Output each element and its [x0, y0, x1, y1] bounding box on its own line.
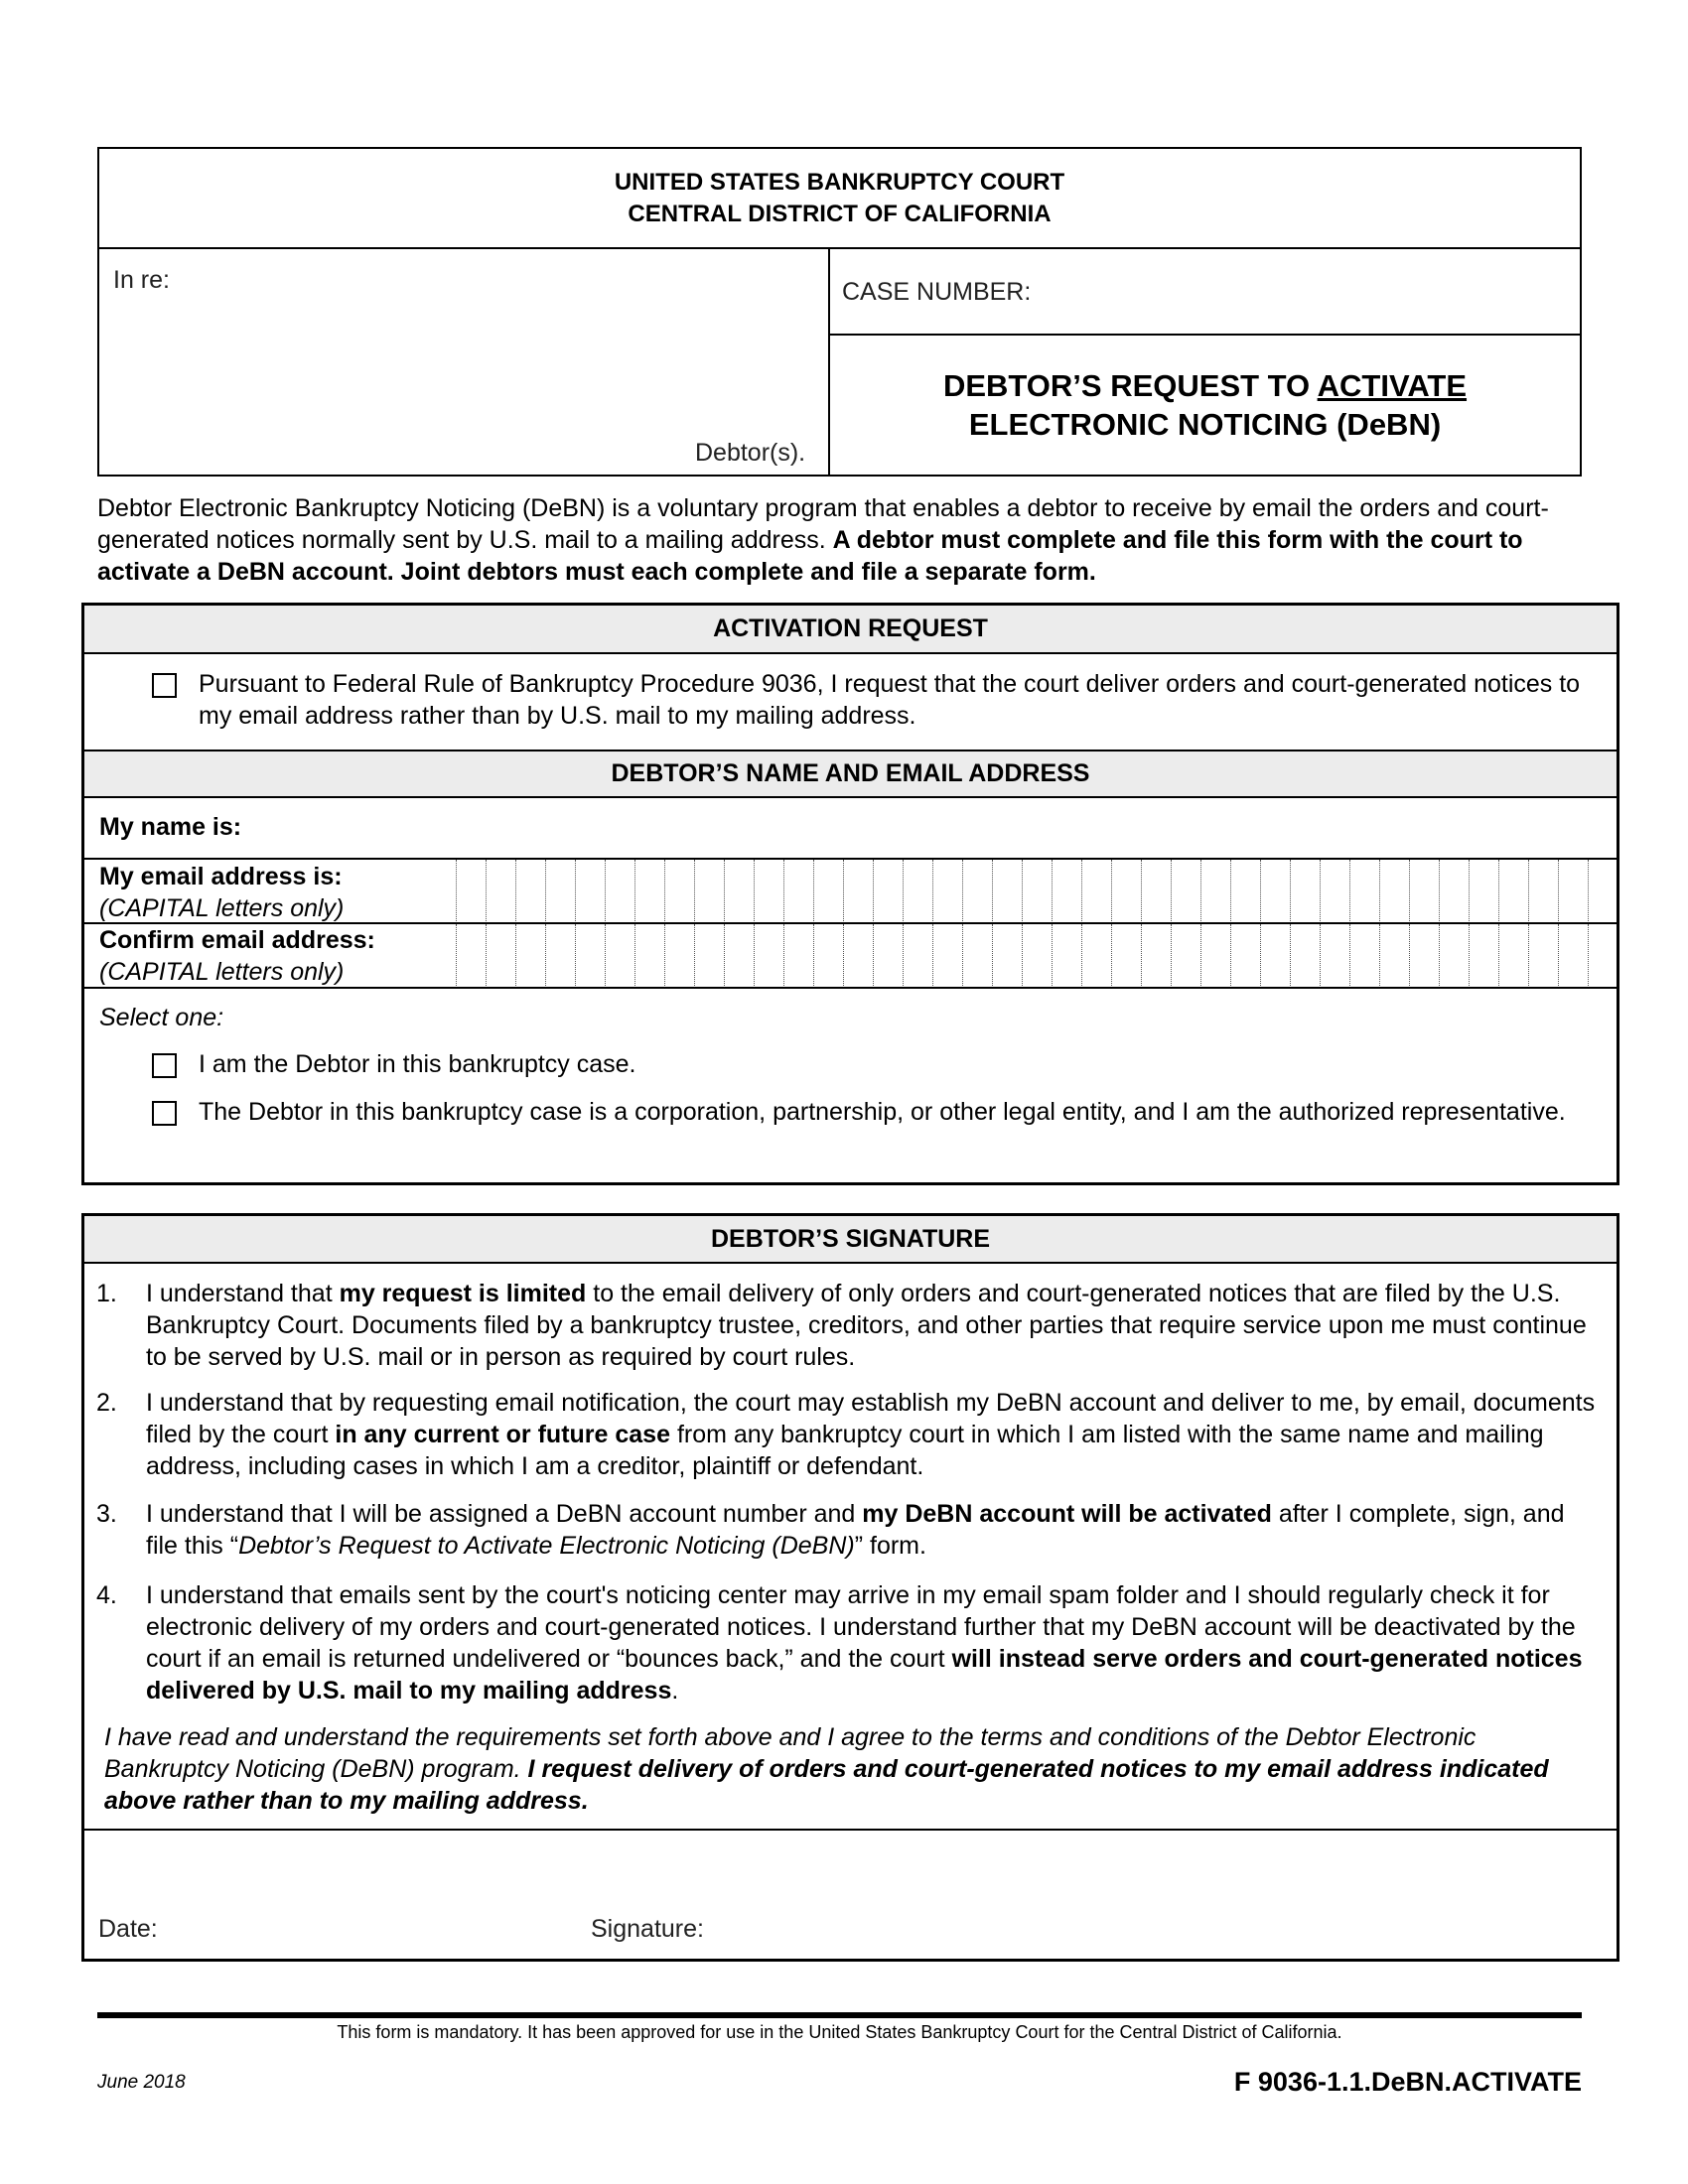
signature-section — [81, 1213, 1619, 1962]
name-email-heading: DEBTOR’S NAME AND EMAIL ADDRESS — [84, 750, 1617, 798]
item-text: I understand that by requesting email notification, the court may establish my DeBN account and deliver to me, by email, documents filed by the court — [146, 1389, 1596, 1448]
date-label: Date: — [98, 1915, 158, 1943]
divider — [84, 987, 1617, 989]
item-text: from any bankruptcy court in which I am listed with the same name and mailing address, including cases in which I am a creditor, plaintiff or defendant. — [146, 1421, 1544, 1480]
title-text: DEBTOR’S REQUEST TO — [942, 368, 1318, 403]
email-label-block — [99, 862, 344, 925]
activation-text: Pursuant to Federal Rule of Bankruptcy Procedure 9036, I request that the court deliver orders and court-generated notices to my email address rather than by U.S. mail to my mailing address. — [199, 670, 1581, 730]
list-number: 3. — [96, 1500, 117, 1528]
signature-label: Signature: — [591, 1915, 704, 1943]
intro-text: Debtor Electronic Bankruptcy Noticing (DeBN) is a voluntary program that enables a debtor to receive by email the orders and court-generated notices normally sent by U.S. mail to a mailing address. — [97, 494, 1549, 554]
option-representative-text: The Debtor in this bankruptcy case is a corporation, partnership, or other legal entity, and I am the authorized representative. — [199, 1098, 1566, 1126]
agreement-bold-text: I request delivery of orders and court-generated notices to my email address indicated above rather than to my mailing address. — [104, 1755, 1549, 1815]
item-bold: my DeBN account will be activated — [862, 1500, 1272, 1528]
title-line-2: ELECTRONIC NOTICING (DeBN) — [968, 406, 1442, 442]
email-label: My email address is: — [99, 863, 343, 890]
list-item — [96, 1498, 1599, 1562]
debtor-checkbox[interactable] — [152, 1053, 177, 1078]
case-number-label: CASE NUMBER: — [842, 278, 1032, 306]
select-one-label: Select one: — [99, 1004, 224, 1031]
list-item — [96, 1579, 1599, 1706]
court-line-1: UNITED STATES BANKRUPTCY COURT — [614, 169, 1065, 196]
item-text: I understand that emails sent by the court's noticing center may arrive in my email spam folder and I should regularly check it for electronic delivery of my orders and court-generated notices. I understand further that my DeBN account will be deactivated by the court if an email is returned undelivered or “bounces back,” and the court — [146, 1581, 1576, 1673]
confirm-label-block — [99, 925, 375, 989]
agreement-statement — [104, 1721, 1604, 1817]
court-line-2: CENTRAL DISTRICT OF CALIFORNIA — [628, 201, 1052, 228]
footer-note: This form is mandatory. It has been approved for use in the United States Bankruptcy Court for the Central District of California. — [337, 2022, 1342, 2042]
representative-checkbox[interactable] — [152, 1101, 177, 1126]
activation-section — [81, 603, 1619, 1185]
item-bold: in any current or future case — [335, 1421, 670, 1448]
confirm-email-hint: (CAPITAL letters only) — [99, 957, 345, 986]
item-italic: Debtor’s Request to Activate Electronic Noticing (DeBN) — [238, 1532, 855, 1560]
email-input-grid[interactable] — [456, 860, 1589, 921]
item-text: to the email delivery of only orders and court-generated notices that are filed by the U.S. Bankruptcy Court. Documents filed by a bankruptcy trustee, creditors, and other parties that require service upon me must continue to be served by U.S. mail or in person as required by court rules. — [146, 1280, 1587, 1371]
divider — [828, 334, 1580, 336]
signature-heading: DEBTOR’S SIGNATURE — [84, 1216, 1617, 1264]
date-input[interactable] — [174, 1901, 551, 1945]
form-date: June 2018 — [97, 2072, 186, 2093]
in-re-label: In re: — [113, 266, 170, 294]
court-name — [99, 167, 1580, 231]
item-text: ” form. — [854, 1532, 926, 1560]
signature-input[interactable] — [720, 1901, 1594, 1945]
option-debtor-text: I am the Debtor in this bankruptcy case. — [199, 1050, 636, 1078]
form-code: F 9036-1.1.DeBN.ACTIVATE — [1233, 2067, 1582, 2097]
intro-bold-text: A debtor must complete and file this form with the court to activate a DeBN account. Joint debtors must each complete and file a separate form. — [97, 526, 1523, 586]
activation-heading: ACTIVATION REQUEST — [84, 606, 1617, 654]
item-text: after I complete, sign, and file this “ — [146, 1500, 1565, 1560]
divider — [84, 1829, 1617, 1831]
item-bold: my request is limited — [339, 1280, 587, 1307]
intro-paragraph — [97, 492, 1587, 588]
agreement-text: I have read and understand the requirements set forth above and I agree to the terms and conditions of the Debtor Electronic Bankruptcy Noticing (DeBN) program. — [104, 1723, 1477, 1783]
list-number: 1. — [96, 1280, 117, 1307]
list-item — [96, 1387, 1599, 1482]
title-emphasis: ACTIVATE — [1317, 368, 1468, 403]
list-number: 2. — [96, 1389, 117, 1417]
caption-box — [97, 147, 1582, 477]
activation-checkbox[interactable] — [152, 673, 177, 698]
name-label: My name is: — [99, 813, 242, 841]
item-text: . — [671, 1677, 679, 1705]
item-text: I understand that I will be assigned a DeBN account number and — [146, 1500, 863, 1528]
name-input[interactable] — [283, 798, 1604, 858]
debtors-label: Debtor(s). — [695, 439, 806, 467]
footer-rule — [97, 2012, 1582, 2018]
form-title — [830, 367, 1580, 445]
list-item — [96, 1278, 1599, 1373]
item-text: I understand that — [146, 1280, 340, 1307]
list-number: 4. — [96, 1581, 117, 1609]
confirm-email-input-grid[interactable] — [456, 924, 1589, 986]
email-hint: (CAPITAL letters only) — [99, 893, 345, 922]
divider — [99, 247, 1580, 249]
confirm-email-label: Confirm email address: — [99, 926, 375, 954]
item-bold: will instead serve orders and court-generated notices delivered by U.S. mail to my mailing address — [146, 1645, 1583, 1705]
